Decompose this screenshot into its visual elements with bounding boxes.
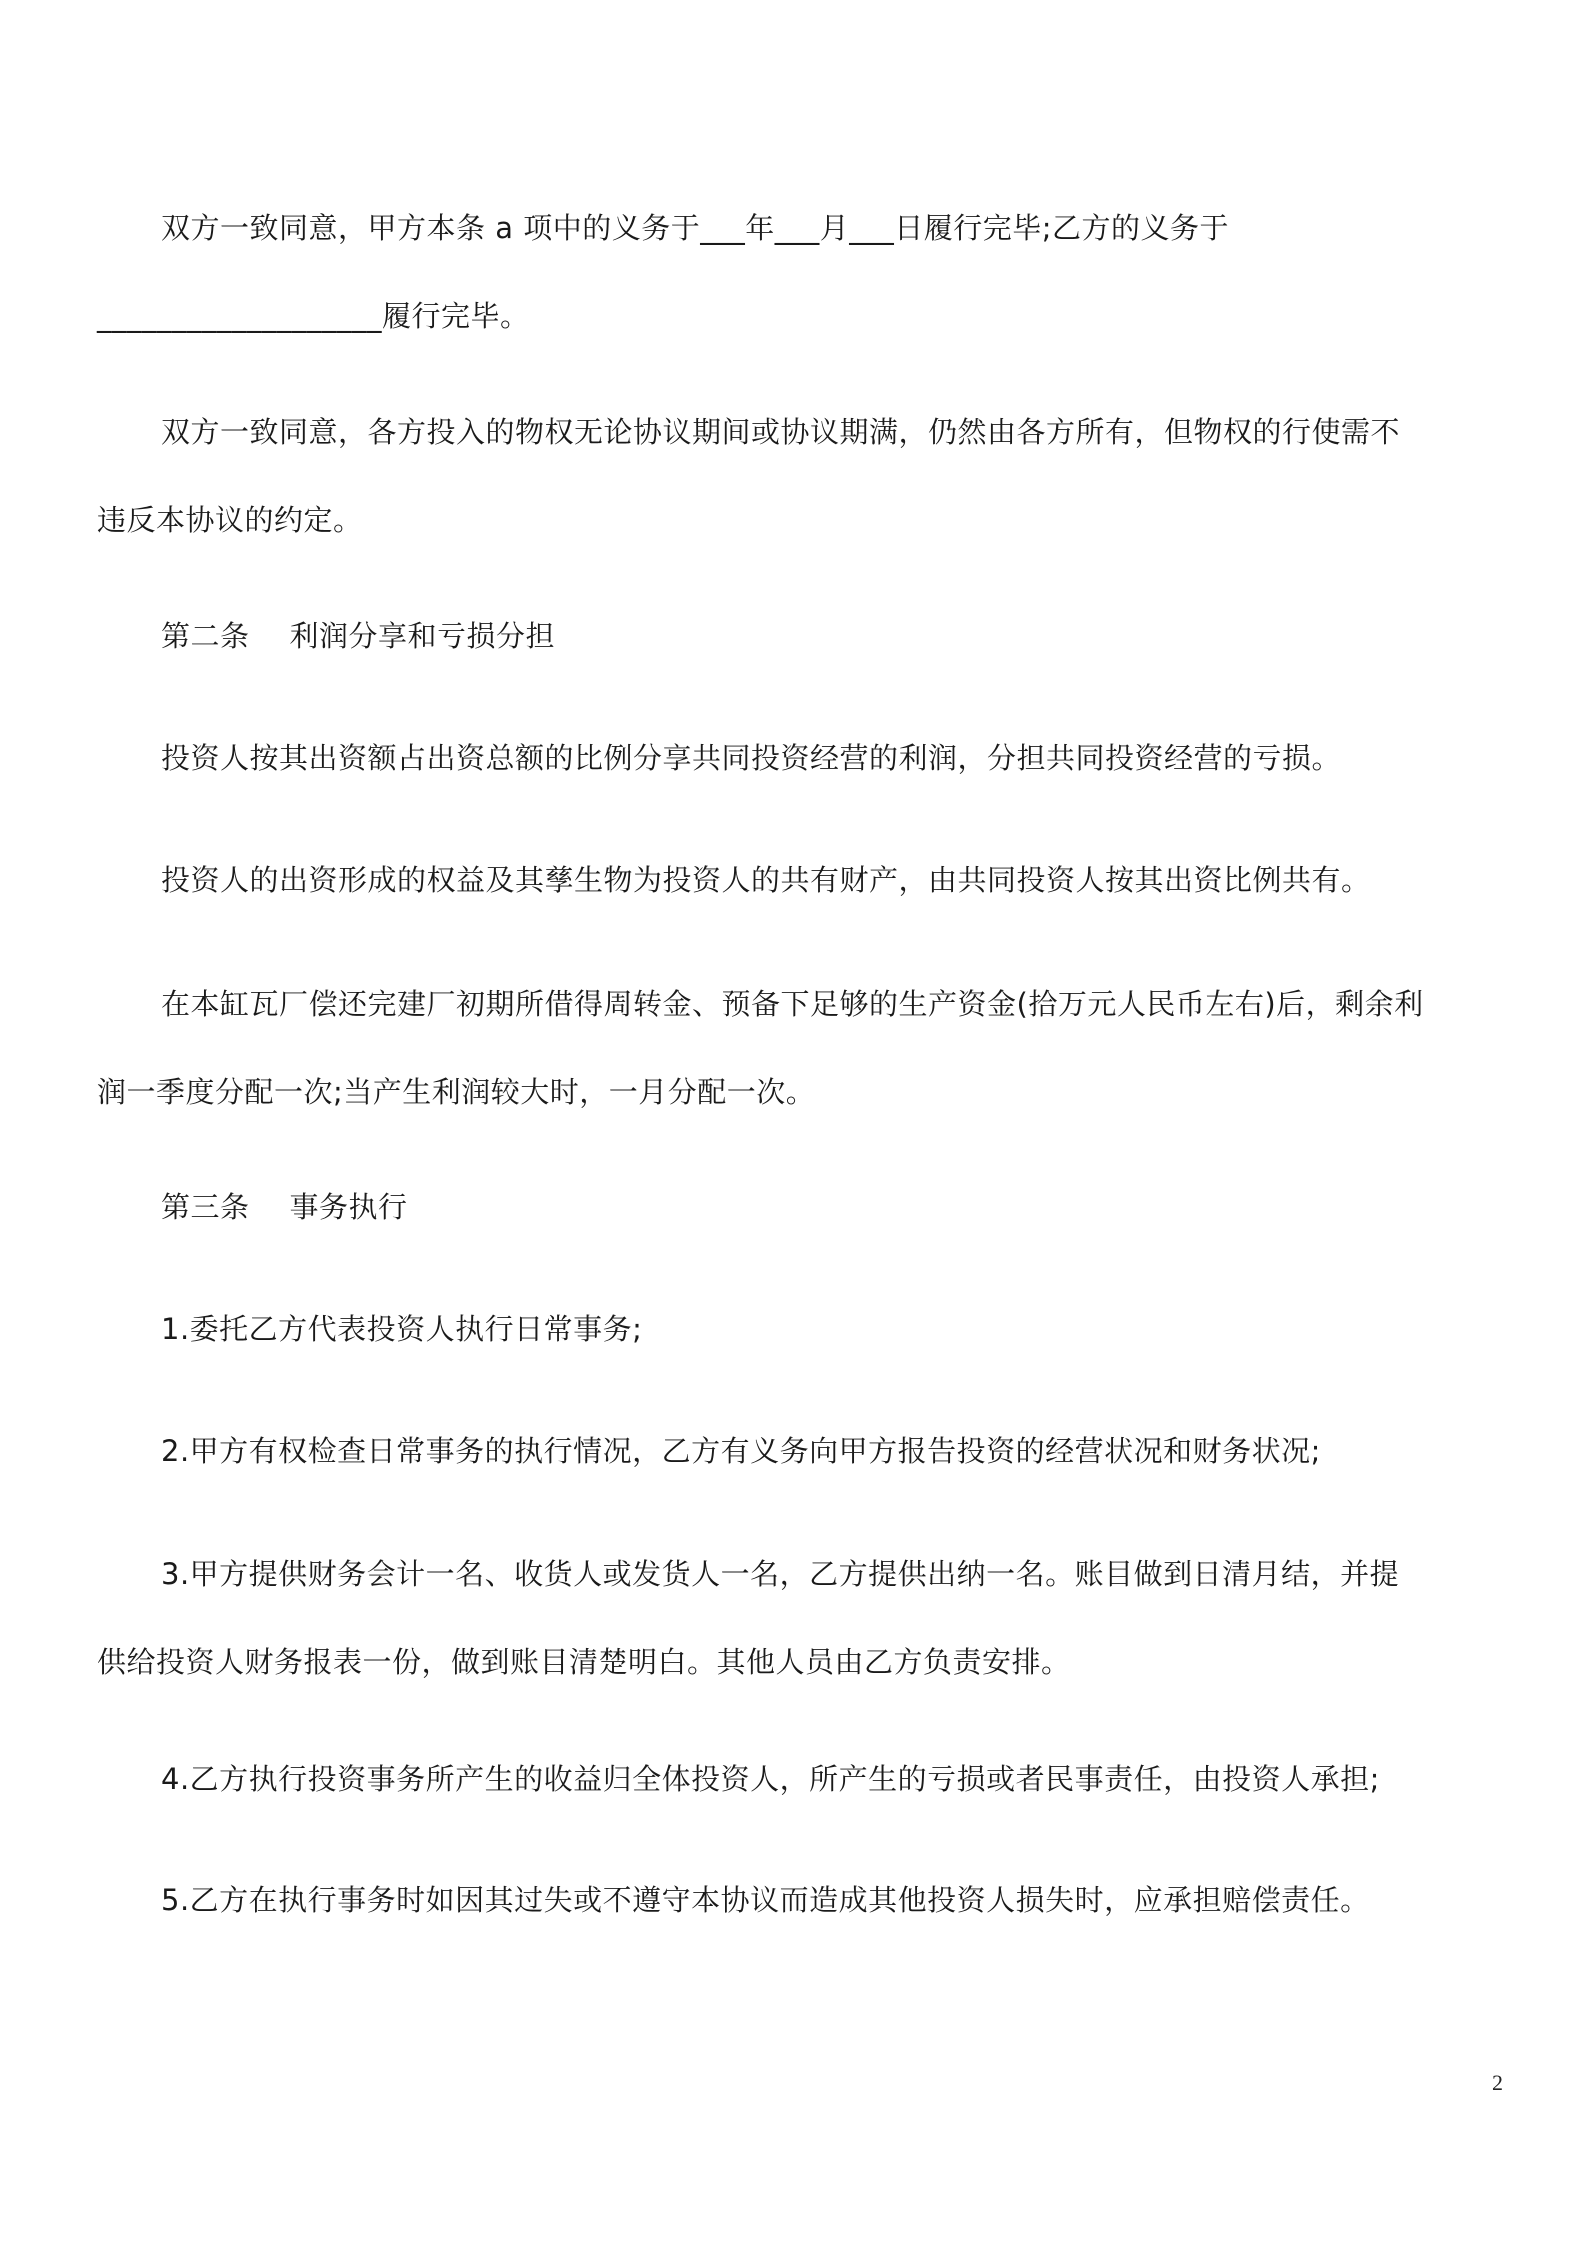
article-2-heading (97, 592, 1507, 680)
paragraph-property-rights (97, 388, 1507, 564)
article-number: 第二条 (161, 619, 250, 653)
paragraph-line: 投资人的出资形成的权益及其孳生物为投资人的共有财产，由共同投资人按其出资比例共有。 (161, 863, 1371, 897)
paragraph-line: 投资人按其出资额占出资总额的比例分享共同投资经营的利润，分担共同投资经营的亏损。 (161, 741, 1342, 775)
article-3-heading (97, 1163, 1507, 1251)
paragraph-line: 3.甲方提供财务会计一名、收货人或发货人一名，乙方提供出纳一名。账目做到日清月结，并提 (161, 1557, 1400, 1591)
paragraph-line: 2.甲方有权检查日常事务的执行情况，乙方有义务向甲方报告投资的经营状况和财务状况; (161, 1434, 1321, 1468)
list-item-2 (97, 1407, 1507, 1495)
paragraph-profit-distribution (97, 960, 1507, 1136)
list-item-1 (97, 1285, 1507, 1373)
article-title: 事务执行 (289, 1190, 408, 1224)
paragraph-obligation-deadline (97, 184, 1507, 360)
list-item-4 (97, 1735, 1507, 1823)
paragraph-line: 违反本协议的约定。 (97, 503, 363, 537)
list-item-3 (97, 1530, 1507, 1706)
paragraph-line: ___________________履行完毕。 (97, 299, 530, 333)
paragraph-line: 双方一致同意，甲方本条 a 项中的义务于___年___月___日履行完毕;乙方的义务于 (161, 211, 1229, 245)
article-title: 利润分享和亏损分担 (289, 619, 556, 653)
paragraph-profit-sharing (97, 714, 1507, 802)
page-number: 2 (1492, 2070, 1503, 2095)
paragraph-line: 4.乙方执行投资事务所产生的收益归全体投资人，所产生的亏损或者民事责任，由投资人承担; (161, 1762, 1380, 1796)
paragraph-joint-property (97, 836, 1507, 924)
paragraph-line: 1.委托乙方代表投资人执行日常事务; (161, 1312, 643, 1346)
paragraph-line: 在本缸瓦厂偿还完建厂初期所借得周转金、预备下足够的生产资金(拾万元人民币左右)后，剩余利 (161, 987, 1424, 1021)
paragraph-line: 润一季度分配一次;当产生利润较大时，一月分配一次。 (97, 1075, 816, 1109)
paragraph-line: 双方一致同意，各方投入的物权无论协议期间或协议期满，仍然由各方所有，但物权的行使需不 (161, 415, 1401, 449)
paragraph-line: 供给投资人财务报表一份，做到账目清楚明白。其他人员由乙方负责安排。 (97, 1645, 1071, 1679)
article-number: 第三条 (161, 1190, 250, 1224)
paragraph-line: 5.乙方在执行事务时如因其过失或不遵守本协议而造成其他投资人损失时，应承担赔偿责任。 (161, 1883, 1370, 1917)
list-item-5 (97, 1856, 1507, 1944)
